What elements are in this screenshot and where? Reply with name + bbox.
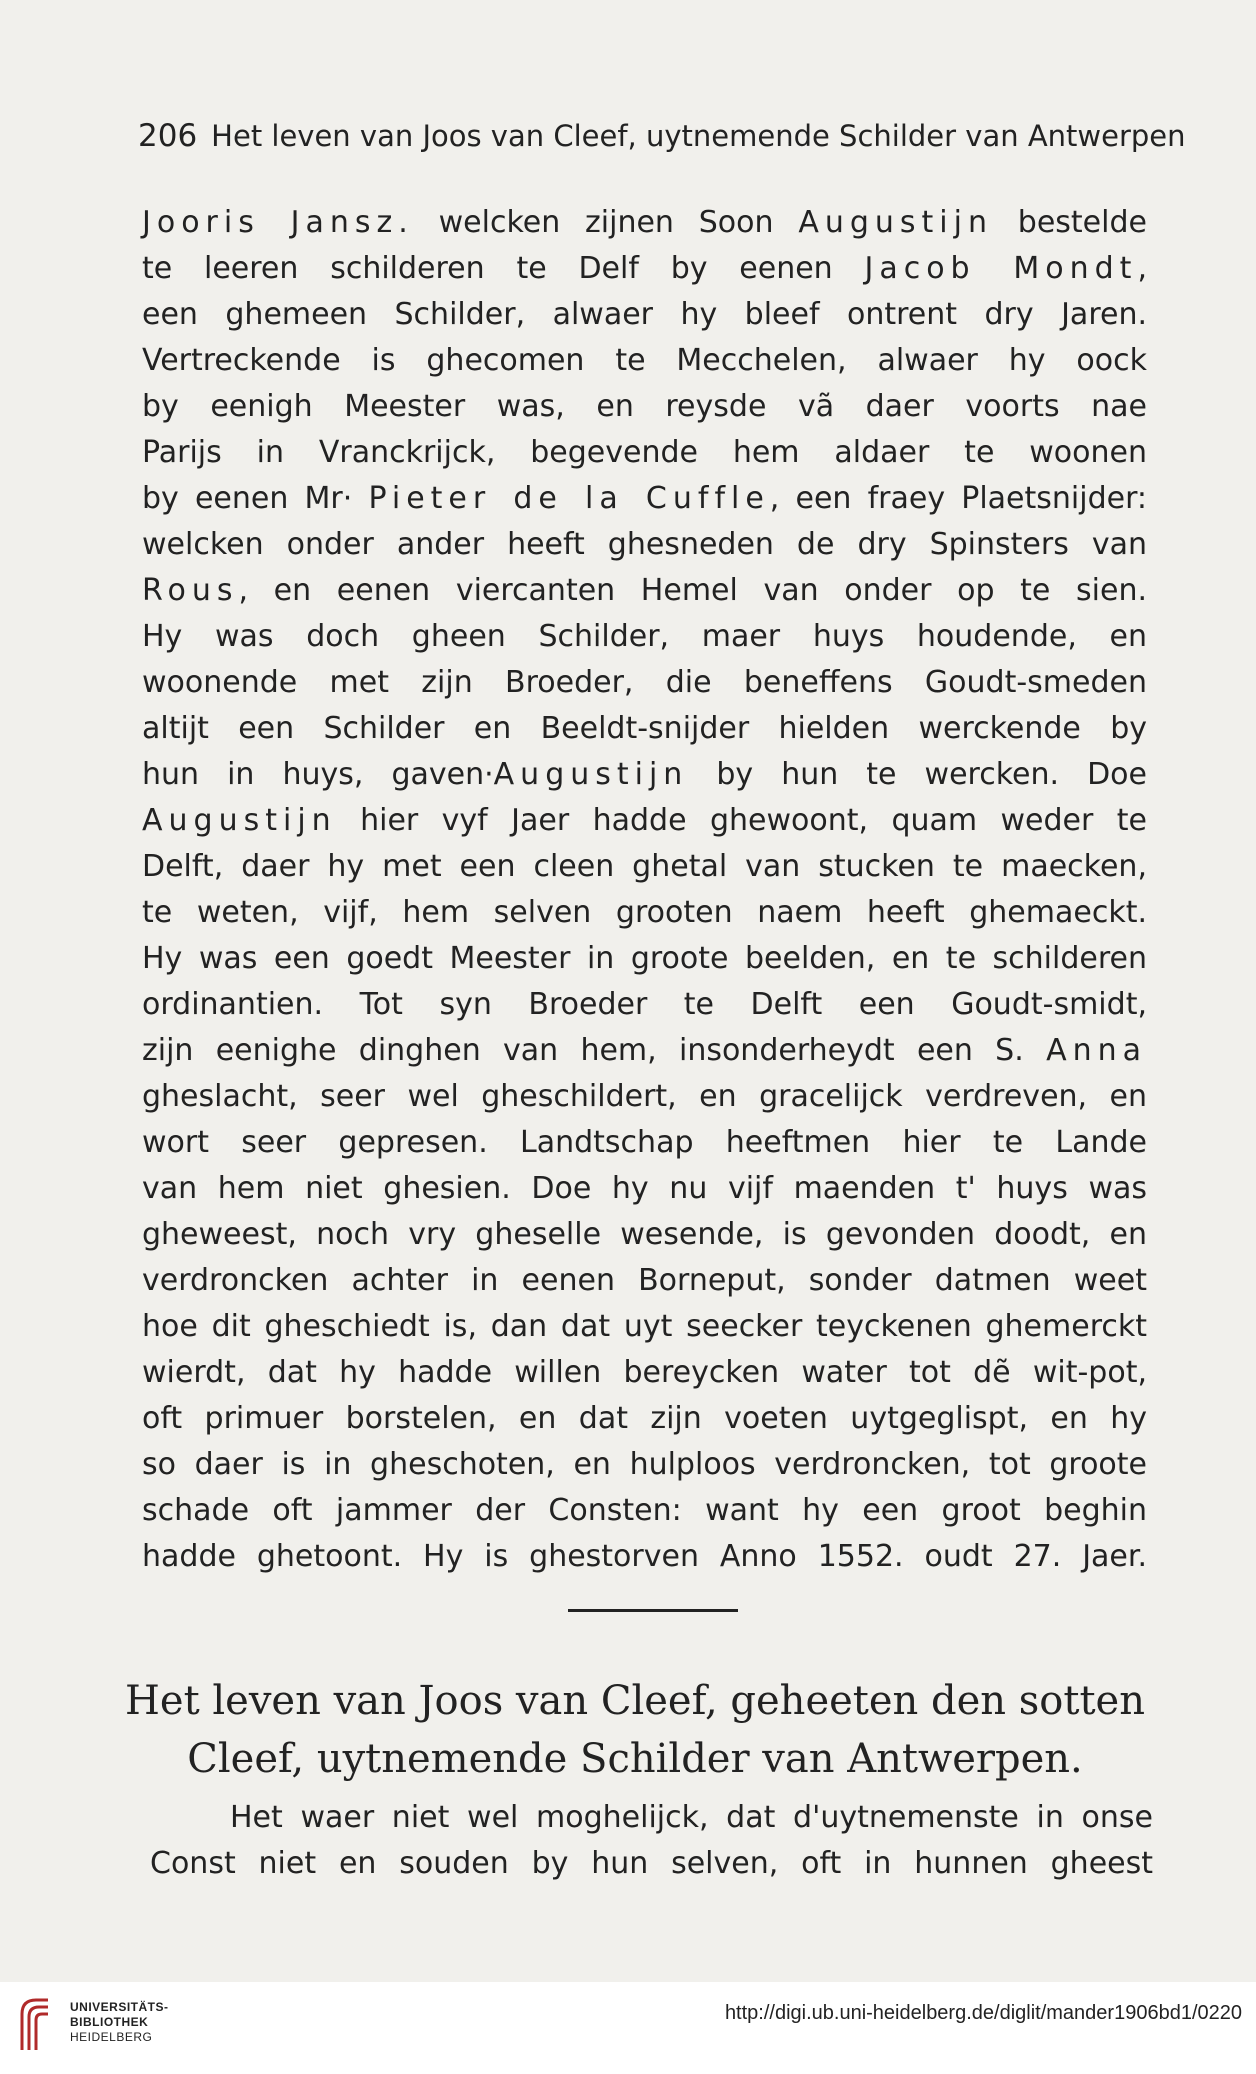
section-heading-line: Cleef, uytnemende Schilder van Antwerpen. <box>187 1736 1083 1782</box>
spaced-name: Rous <box>142 573 239 608</box>
library-name <box>70 2000 169 2045</box>
intro-line: Het waer niet wel moghelijck, dat d'uytnemenste in onse <box>230 1800 1153 1835</box>
body-text <box>142 200 1147 1580</box>
library-name-line: BIBLIOTHEK <box>70 2015 149 2029</box>
text-segment: gheweest, noch vry gheselle wesende, is gevonden doodt, en <box>142 1217 1147 1252</box>
text-segment: wort seer gepresen. Landtschap heeftmen hier te Lande <box>142 1125 1147 1160</box>
library-logo-icon <box>14 1992 56 2054</box>
text-line <box>142 1258 1147 1304</box>
intro-line: Const niet en souden by hun selven, oft in hunnen gheest <box>150 1846 1153 1881</box>
section-heading <box>120 1672 1150 1788</box>
text-line <box>142 982 1147 1028</box>
text-segment: by hun te wercken. Doe <box>688 757 1147 792</box>
text-line <box>142 660 1147 706</box>
text-segment: te weten, vijf, hem selven grooten naem heeft ghemaeckt. <box>142 895 1147 930</box>
spaced-name: Augustijn <box>142 803 337 838</box>
text-segment: bestelde <box>992 205 1147 240</box>
text-segment: schade oft jammer der Consten: want hy een groot beghin <box>142 1493 1147 1528</box>
text-segment: gheslacht, seer wel gheschildert, en gracelijck verdreven, en <box>142 1079 1147 1114</box>
text-line <box>142 1304 1147 1350</box>
spaced-name: Pieter de la Cuffle <box>368 481 770 516</box>
text-line <box>142 798 1147 844</box>
text-line <box>142 1074 1147 1120</box>
text-segment: hoe dit gheschiedt is, dan dat uyt seecker teyckenen ghemerckt <box>142 1309 1147 1344</box>
text-segment: Vertreckende is ghecomen te Mecchelen, alwaer hy oock <box>142 343 1147 378</box>
spaced-name: Jacob Mondt <box>864 251 1138 286</box>
text-segment: woonende met zijn Broeder, die beneffens Goudt-smeden <box>142 665 1147 700</box>
text-line <box>142 338 1147 384</box>
text-line <box>142 844 1147 890</box>
section-intro <box>150 1795 1153 1887</box>
text-segment: Delft, daer hy met een cleen ghetal van stucken te maecken, <box>142 849 1147 884</box>
text-segment: hadde ghetoont. Hy is ghestorven Anno 1552. oudt 27. Jaer. <box>142 1539 1147 1574</box>
text-line <box>142 706 1147 752</box>
text-line <box>142 1442 1147 1488</box>
text-line <box>142 1534 1147 1580</box>
text-line <box>142 936 1147 982</box>
running-title: Het leven van Joos van Cleef, uytnemende Schilder van Antwerpen <box>211 119 1186 153</box>
text-segment: Parijs in Vranckrijck, begevende hem aldaer te woonen <box>142 435 1147 470</box>
text-segment: by eenen Mr· <box>142 481 369 516</box>
text-line <box>142 292 1147 338</box>
source-url-link[interactable]: http://digi.ub.uni-heidelberg.de/diglit/mander1906bd1/0220 <box>724 2002 1242 2024</box>
text-segment: verdroncken achter in eenen Borneput, sonder datmen weet <box>142 1263 1147 1298</box>
text-line <box>142 200 1147 246</box>
text-line <box>142 568 1147 614</box>
text-segment: hier vyf Jaer hadde ghewoont, quam weder te <box>336 803 1147 838</box>
text-line <box>142 1028 1147 1074</box>
text-segment: by eenigh Meester was, en reysde vã daer voorts nae <box>142 389 1147 424</box>
spaced-name: Anna <box>1046 1033 1147 1068</box>
text-segment: oft primuer borstelen, en dat zijn voeten uytgeglispt, en hy <box>142 1401 1147 1436</box>
text-segment: , een fraey Plaetsnijder: <box>769 481 1147 516</box>
spaced-name: Augustijn <box>798 205 993 240</box>
text-line <box>142 1350 1147 1396</box>
text-segment: ordinantien. Tot syn Broeder te Delft een Goudt-smidt, <box>142 987 1147 1022</box>
text-line <box>142 246 1147 292</box>
text-line <box>142 1212 1147 1258</box>
text-line <box>142 522 1147 568</box>
text-segment: van hem niet ghesien. Doe hy nu vijf maenden t' huys was <box>142 1171 1147 1206</box>
text-segment: Hy was doch gheen Schilder, maer huys houdende, en <box>142 619 1147 654</box>
text-segment: altijt een Schilder en Beeldt-snijder hielden werckende by <box>142 711 1147 746</box>
text-line <box>142 1166 1147 1212</box>
text-segment: welcken zijnen Soon <box>413 205 799 240</box>
text-line <box>142 752 1147 798</box>
text-line <box>142 614 1147 660</box>
text-segment: welcken onder ander heeft ghesneden de dry Spinsters van <box>142 527 1147 562</box>
text-line <box>142 384 1147 430</box>
text-line <box>142 890 1147 936</box>
section-divider <box>568 1609 738 1612</box>
text-segment: een ghemeen Schilder, alwaer hy bleef ontrent dry Jaren. <box>142 297 1147 332</box>
text-line <box>142 1396 1147 1442</box>
spaced-name: Augustijn <box>493 757 689 792</box>
page-number: 206 <box>138 118 198 154</box>
running-header <box>138 118 1186 158</box>
text-segment: , en eenen viercanten Hemel van onder op te sien. <box>238 573 1147 608</box>
text-segment: Hy was een goedt Meester in groote beelden, en te schilderen <box>142 941 1147 976</box>
text-line <box>142 1488 1147 1534</box>
text-segment: te leeren schilderen te Delf by eenen <box>142 251 865 286</box>
text-segment: wierdt, dat hy hadde willen bereycken water tot dẽ wit-pot, <box>142 1355 1147 1390</box>
footer-bar <box>0 1982 1256 2074</box>
text-segment: hun in huys, gaven· <box>142 757 494 792</box>
text-segment: so daer is in gheschoten, en hulploos verdroncken, tot groote <box>142 1447 1147 1482</box>
text-line <box>142 1120 1147 1166</box>
text-line <box>142 476 1147 522</box>
text-segment: , <box>1137 251 1147 286</box>
library-name-line: UNIVERSITÄTS- <box>70 2000 169 2014</box>
text-segment: zijn eenighe dinghen van hem, insonderheydt een S. <box>142 1033 1047 1068</box>
section-heading-line: Het leven van Joos van Cleef, geheeten den sotten <box>125 1678 1145 1724</box>
spaced-name: Jooris Jansz. <box>142 205 414 240</box>
library-name-line: HEIDELBERG <box>70 2030 153 2044</box>
text-line <box>142 430 1147 476</box>
